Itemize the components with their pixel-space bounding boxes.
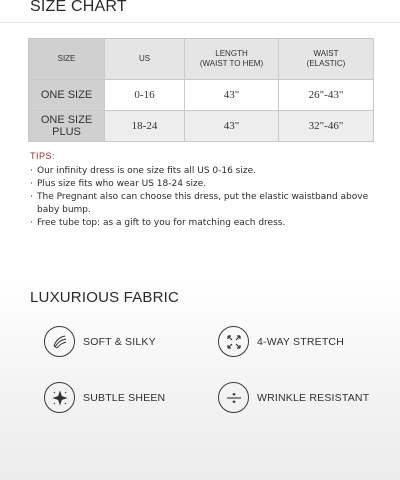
four-way-arrows-icon <box>218 326 249 357</box>
fabric-title: LUXURIOUS FABRIC <box>30 289 180 306</box>
title-divider <box>0 22 400 23</box>
tips-list <box>30 165 375 230</box>
row-us: 18-24 <box>105 111 185 142</box>
header-waist-text: WAIST (ELASTIC) <box>306 49 346 68</box>
row-waist: 26"-43" <box>279 80 374 111</box>
row-length: 43" <box>185 111 279 142</box>
feature-wrinkle-resistant <box>218 382 369 413</box>
row-length: 43" <box>185 80 279 111</box>
size-chart-table <box>28 38 374 142</box>
header-size: SIZE <box>29 39 105 80</box>
table-row <box>29 111 374 142</box>
list-item: · Our infinity dress is one size fits all US 0-16 size. <box>30 166 256 176</box>
tip-text: The Pregnant also can choose this dress, put the elastic waistband above baby bump. <box>37 192 369 215</box>
page-background <box>0 280 400 480</box>
feature-subtle-sheen <box>44 382 165 413</box>
feature-label: WRINKLE RESISTANT <box>257 391 370 404</box>
list-item: · Free tube top: as a gift to you for matching each dress. <box>30 218 286 228</box>
list-item: · The Pregnant also can choose this dress, put the elastic waistband above baby bump. <box>30 191 375 217</box>
sparkle-icon <box>44 382 75 413</box>
feature-label: SOFT & SILKY <box>83 335 156 348</box>
header-length-text: LENGTH (WAIST TO HEM) <box>199 49 264 68</box>
tip-text: Free tube top: as a gift to you for matching each dress. <box>37 218 286 228</box>
row-size: ONE SIZE PLUS <box>29 111 105 142</box>
row-us: 0-16 <box>105 80 185 111</box>
table-header-row <box>29 39 374 80</box>
row-waist: 32"-46" <box>279 111 374 142</box>
tips-label: TIPS: <box>30 151 56 161</box>
header-length <box>185 39 279 80</box>
tip-text: Our infinity dress is one size fits all US 0-16 size. <box>37 166 256 176</box>
size-chart-title: SIZE CHART <box>30 0 127 15</box>
list-item: · Plus size fits who wear US 18-24 size. <box>30 179 207 189</box>
feature-soft-silky <box>44 326 156 357</box>
row-size: ONE SIZE <box>29 80 105 111</box>
silk-fabric-icon <box>44 326 75 357</box>
table-row <box>29 80 374 111</box>
feature-4-way-stretch <box>218 326 344 357</box>
header-waist <box>279 39 374 80</box>
feature-label: SUBTLE SHEEN <box>83 391 166 404</box>
header-us: US <box>105 39 185 80</box>
feature-label: 4-WAY STRETCH <box>257 335 344 348</box>
tip-text: Plus size fits who wear US 18-24 size. <box>37 179 207 189</box>
wrinkle-resistant-icon <box>218 382 249 413</box>
